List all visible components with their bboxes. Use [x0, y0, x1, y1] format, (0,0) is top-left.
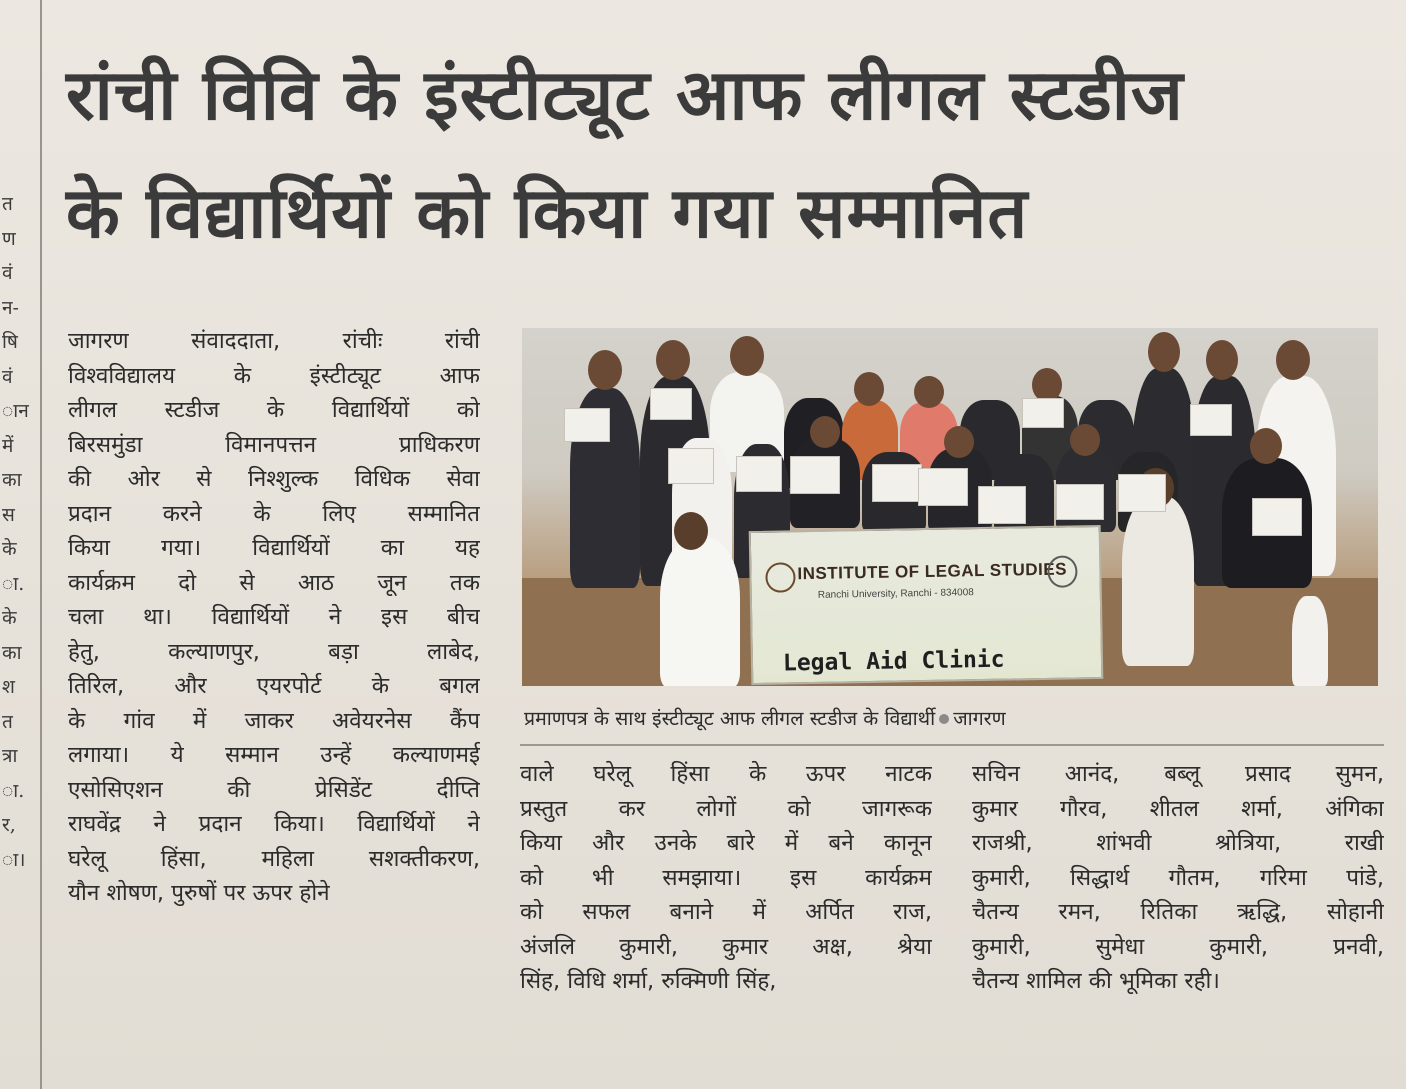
article-line: वाले घरेलू हिंसा के ऊपर नाटक [520, 761, 932, 787]
photo-certificate [872, 464, 922, 502]
article-line: राजश्री, शांभवी श्रोत्रिया, राखी [972, 830, 1384, 856]
photo-person-head [914, 376, 944, 408]
margin-fragment: ण [2, 227, 16, 250]
article-line: लगाया। ये सम्मान उन्हें कल्याणमई [68, 742, 480, 768]
article-line: घरेलू हिंसा, महिला सशक्तीकरण, [68, 845, 480, 872]
banner-title: INSTITUTE OF LEGAL STUDIES [797, 559, 1068, 584]
article-column-3 [972, 757, 1384, 999]
photo-person-head [1276, 340, 1310, 380]
photo-person-head [944, 426, 974, 458]
photo-person-head [1070, 424, 1100, 456]
margin-fragment: का [2, 641, 22, 664]
margin-fragment: ा। [2, 848, 26, 871]
photo-caption [524, 704, 1384, 731]
article-line: को सफल बनाने में अर्पित राज, [520, 899, 932, 925]
margin-fragment: श [2, 676, 15, 698]
article-line: कुमारी, सिद्धार्थ गौतम, गरिमा पांडे, [972, 864, 1384, 891]
institute-banner [749, 525, 1104, 685]
headline-line-1: रांची विवि के इंस्टीट्यूट आफ लीगल स्टडीज [66, 54, 1184, 136]
article-line: हेतु, कल्याणपुर, बड़ा लाबेद, [68, 638, 480, 665]
margin-fragment: त्रा [2, 745, 18, 767]
photo-certificate [736, 456, 782, 492]
photo-certificate [1252, 498, 1302, 536]
article-line: किया गया। विद्यार्थियों का यह [68, 535, 480, 561]
news-photo [522, 328, 1378, 686]
article-line: चैतन्य रमन, रितिका ऋद्धि, सोहानी [972, 899, 1384, 925]
article-line: अंजलि कुमारी, कुमार अक्ष, श्रेया [520, 933, 932, 960]
article-line: कुमार गौरव, शीतल शर्मा, अंगिका [972, 795, 1384, 822]
article-line: सिंह, विधि शर्मा, रुक्मिणी सिंह, [520, 968, 777, 994]
margin-fragment: ा. [2, 572, 25, 595]
margin-fragment: ा. [2, 779, 25, 802]
article-line: लीगल स्टडीज के विद्यार्थियों को [68, 397, 480, 423]
photo-certificate [978, 486, 1026, 524]
photo-child-head [674, 512, 708, 550]
margin-fragment: स [2, 503, 15, 526]
photo-person-head [588, 350, 622, 390]
photo-certificate [1022, 398, 1064, 428]
photo-person-head [810, 416, 840, 448]
institute-emblem-icon [1047, 555, 1078, 588]
article-line: कुमारी, सुमेधा कुमारी, प्रनवी, [972, 933, 1384, 960]
photo-person-head [730, 336, 764, 376]
photo-person-head [1250, 428, 1282, 464]
photo-certificate [790, 456, 840, 494]
photo-person-head [1032, 368, 1062, 402]
adjacent-column-fragment [0, 0, 42, 1089]
caption-text: प्रमाणपत्र के साथ इंस्टीट्यूट आफ लीगल स्टडीज के विद्यार्थी [524, 707, 936, 730]
bullet-icon [939, 714, 949, 724]
article-line: जागरण संवाददाता, रांचीः रांची [68, 328, 480, 354]
article-line: किया और उनके बारे में बने कानून [520, 830, 932, 856]
photo-certificate [1118, 474, 1166, 512]
photo-certificate [650, 388, 692, 420]
photo-child-person [1122, 496, 1194, 666]
article-line: की ओर से निश्शुल्क विधिक सेवा [68, 466, 480, 492]
banner-clinic-label: Legal Aid Clinic [782, 646, 1005, 677]
margin-fragment: त [2, 193, 13, 215]
margin-fragment: का [2, 469, 22, 491]
article-line: विश्वविद्यालय के इंस्टीट्यूट आफ [68, 362, 480, 389]
caption-divider [520, 744, 1384, 746]
margin-fragment: वं [2, 365, 13, 388]
photo-person-head [1148, 332, 1180, 372]
margin-fragment: न- [2, 296, 19, 319]
university-seal-icon [765, 562, 796, 593]
photo-certificate [564, 408, 610, 442]
photo-person-head [854, 372, 884, 406]
article-line: चैतन्य शामिल की भूमिका रही। [972, 968, 1220, 994]
article-column-1 [68, 324, 480, 911]
photo-certificate [918, 468, 968, 506]
article-line: को भी समझाया। इस कार्यक्रम [520, 864, 932, 891]
margin-fragment: र, [2, 814, 16, 836]
article-line: प्रस्तुत कर लोगों को जागरूक [520, 795, 932, 822]
margin-fragment: षि [2, 331, 18, 353]
headline [66, 36, 1386, 272]
margin-fragment: में [2, 434, 14, 457]
photo-certificate [1190, 404, 1232, 436]
article-line: एसोसिएशन की प्रेसिडेंट दीप्ति [68, 776, 480, 803]
article-column-2 [520, 757, 932, 999]
article-line: राघवेंद्र ने प्रदान किया। विद्यार्थियों ने [68, 811, 480, 837]
photo-person-head [656, 340, 690, 380]
article-line: तिरिल, और एयरपोर्ट के बगल [68, 673, 480, 699]
photo-certificate [668, 448, 714, 484]
photo-person-head [1206, 340, 1238, 380]
margin-fragment: के [2, 607, 17, 629]
article-line: के गांव में जाकर अवेयरनेस कैंप [68, 707, 480, 734]
caption-credit: जागरण [953, 707, 1006, 730]
article-line: यौन शोषण, पुरुषों पर ऊपर होने [68, 880, 330, 906]
photo-child-person [1292, 596, 1328, 686]
headline-line-2: के विद्यार्थियों को किया गया सम्मानित [66, 172, 1029, 254]
margin-fragment: त [2, 710, 13, 733]
banner-subtitle: Ranchi University, Ranchi - 834008 [817, 587, 974, 601]
margin-fragment: के [2, 538, 17, 560]
article-line: सचिन आनंद, बब्लू प्रसाद सुमन, [972, 761, 1384, 787]
photo-child-person [660, 538, 740, 686]
photo-certificate [1056, 484, 1104, 520]
margin-fragment: ान [2, 400, 29, 422]
article-line: बिरसमुंडा विमानपत्तन प्राधिकरण [68, 431, 480, 458]
article-line: चला था। विद्यार्थियों ने इस बीच [68, 604, 480, 630]
margin-fragment: वं [2, 262, 13, 284]
article-line: कार्यक्रम दो से आठ जून तक [68, 569, 480, 596]
article-line: प्रदान करने के लिए सम्मानित [68, 500, 480, 527]
